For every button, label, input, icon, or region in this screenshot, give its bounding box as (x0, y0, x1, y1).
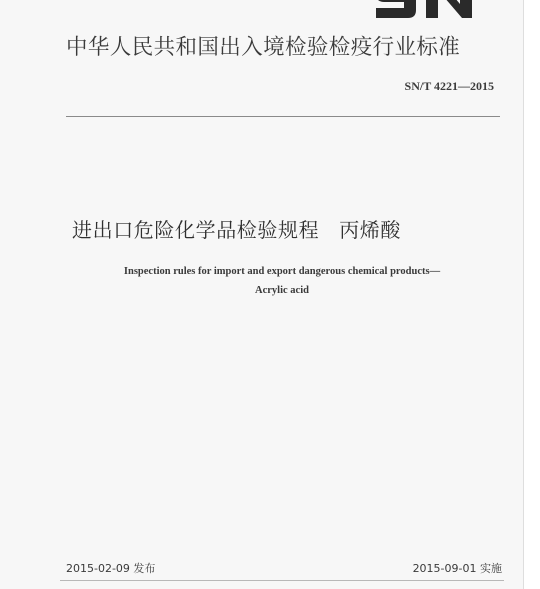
implementation-date: 2015-09-01 实施 (412, 562, 502, 575)
chinese-title (72, 214, 512, 243)
english-title-line-2: Acrylic acid (255, 285, 309, 296)
issuer-name: 中华人民共和国出入境检验检疫行业标准 (66, 35, 461, 60)
english-title (60, 262, 504, 300)
header-divider (66, 116, 500, 117)
footer-divider (60, 580, 504, 581)
chinese-title-main: 进出口危险化学品检验规程 (72, 218, 320, 242)
standard-code: SN/T 4221—2015 (404, 79, 494, 93)
issue-date: 2015-02-09 发布 (66, 562, 156, 575)
chinese-title-sub: 丙烯酸 (339, 218, 402, 242)
english-title-line-1: Inspection rules for import and export dangerous chemical products— (123, 266, 441, 277)
sn-logo-icon (372, 0, 476, 18)
